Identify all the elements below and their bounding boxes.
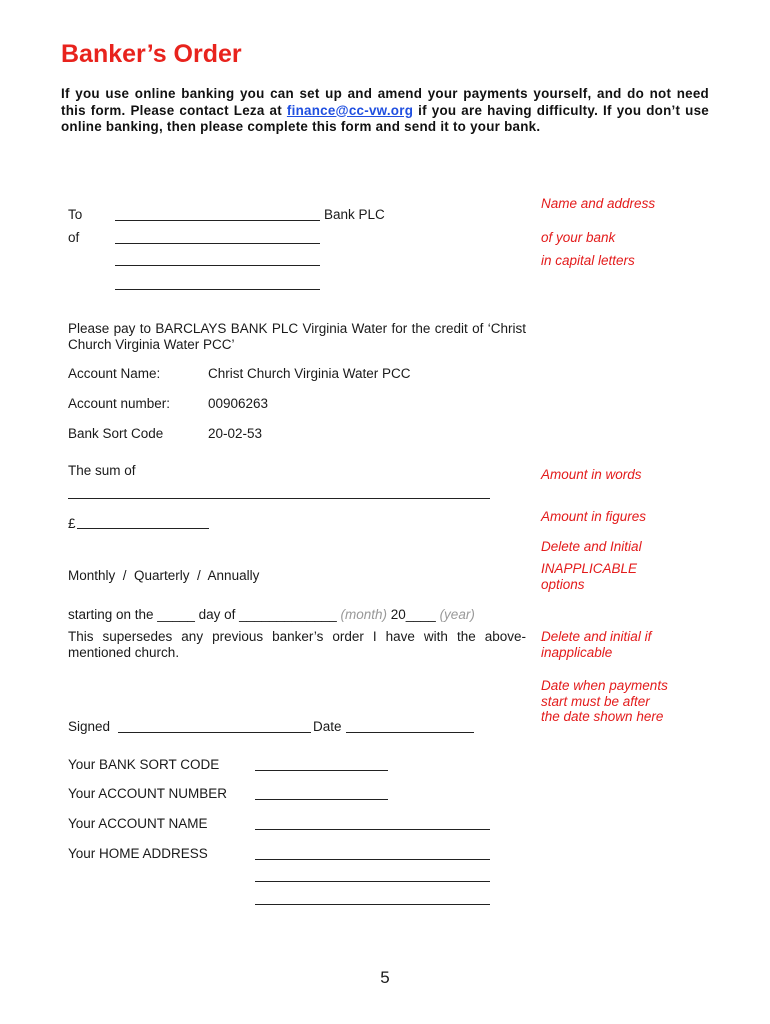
bank-plc-label: Bank PLC bbox=[324, 207, 385, 222]
bank-note-line-1: Name and address bbox=[541, 196, 656, 211]
frequency-note-line-1: Delete and Initial bbox=[541, 539, 642, 554]
bank-address-line-3[interactable] bbox=[115, 289, 320, 290]
account-number-value: 00906263 bbox=[208, 396, 269, 411]
account-name-value: Christ Church Virginia Water PCC bbox=[208, 366, 411, 381]
your-account-name-field[interactable] bbox=[255, 829, 490, 830]
your-account-number-field[interactable] bbox=[255, 799, 388, 800]
year-prefix: 20____ bbox=[387, 607, 440, 622]
your-sort-code-label: Your BANK SORT CODE bbox=[68, 757, 220, 772]
bank-note-line-3: in capital letters bbox=[541, 253, 635, 268]
bank-address-line-2[interactable] bbox=[115, 265, 320, 266]
your-sort-code-field[interactable] bbox=[255, 770, 388, 771]
date-label: Date bbox=[313, 719, 342, 734]
page-title: Banker’s Order bbox=[61, 40, 242, 68]
sort-code-label: Bank Sort Code bbox=[68, 426, 164, 441]
sum-of-label: The sum of bbox=[68, 463, 136, 478]
to-label: To bbox=[68, 207, 83, 222]
amount-in-words-field[interactable] bbox=[68, 498, 490, 499]
intro-paragraph bbox=[61, 86, 709, 136]
supersede-note-line-2: inapplicable bbox=[541, 645, 613, 660]
frequency-note-line-2: INAPPLICABLE bbox=[541, 561, 638, 576]
amount-figures-note: Amount in figures bbox=[541, 509, 647, 524]
amount-words-note: Amount in words bbox=[541, 467, 642, 482]
date-field[interactable] bbox=[346, 732, 474, 733]
supersede-statement: This supersedes any previous banker’s order I have with the above-mentioned church. bbox=[68, 629, 526, 660]
your-home-address-label: Your HOME ADDRESS bbox=[68, 846, 208, 861]
month-hint: (month) bbox=[340, 607, 387, 622]
of-label: of bbox=[68, 230, 80, 245]
pound-sign: £ bbox=[68, 516, 76, 531]
page-number: 5 bbox=[380, 968, 390, 987]
signature-field[interactable] bbox=[118, 732, 311, 733]
amount-in-figures-field[interactable] bbox=[77, 528, 209, 529]
home-address-line-1[interactable] bbox=[255, 859, 490, 860]
sort-code-value: 20-02-53 bbox=[208, 426, 263, 441]
date-note-line-3: the date shown here bbox=[541, 709, 664, 724]
frequency-note-line-3: options bbox=[541, 577, 585, 592]
contact-email-link[interactable]: finance@cc-vw.org bbox=[286, 102, 414, 118]
intro-text-after: if you are having difficulty. If you don’t use online banking, then please complete this form and send it to your bank. bbox=[61, 102, 710, 134]
account-name-label: Account Name: bbox=[68, 366, 161, 381]
home-address-line-2[interactable] bbox=[255, 881, 490, 882]
your-account-name-label: Your ACCOUNT NAME bbox=[68, 816, 208, 831]
date-note-line-2: start must be after bbox=[541, 694, 650, 709]
payment-instruction: Please pay to BARCLAYS BANK PLC Virginia Water for the credit of ‘Christ Church Virginia Water PCC’ bbox=[68, 321, 526, 352]
bank-address-line-1[interactable] bbox=[115, 243, 320, 244]
bank-note-line-2: of your bank bbox=[541, 230, 616, 245]
account-number-label: Account number: bbox=[68, 396, 171, 411]
signed-label: Signed bbox=[68, 719, 111, 734]
intro-text-before: If you use online banking you can set up and amend your payments yourself, and do not need this form. Please contact Leza at bbox=[61, 86, 709, 118]
date-note-line-1: Date when payments bbox=[541, 678, 668, 693]
your-account-number-label: Your ACCOUNT NUMBER bbox=[68, 786, 228, 801]
frequency-options[interactable]: Monthly / Quarterly / Annually bbox=[68, 568, 260, 583]
bank-name-field[interactable] bbox=[115, 220, 320, 221]
supersede-note-line-1: Delete and initial if bbox=[541, 629, 652, 644]
start-date-text: starting on the _____ day of _____________ bbox=[68, 607, 341, 622]
start-date-line[interactable] bbox=[68, 607, 475, 622]
home-address-line-3[interactable] bbox=[255, 904, 490, 905]
year-hint: (year) bbox=[439, 607, 475, 622]
